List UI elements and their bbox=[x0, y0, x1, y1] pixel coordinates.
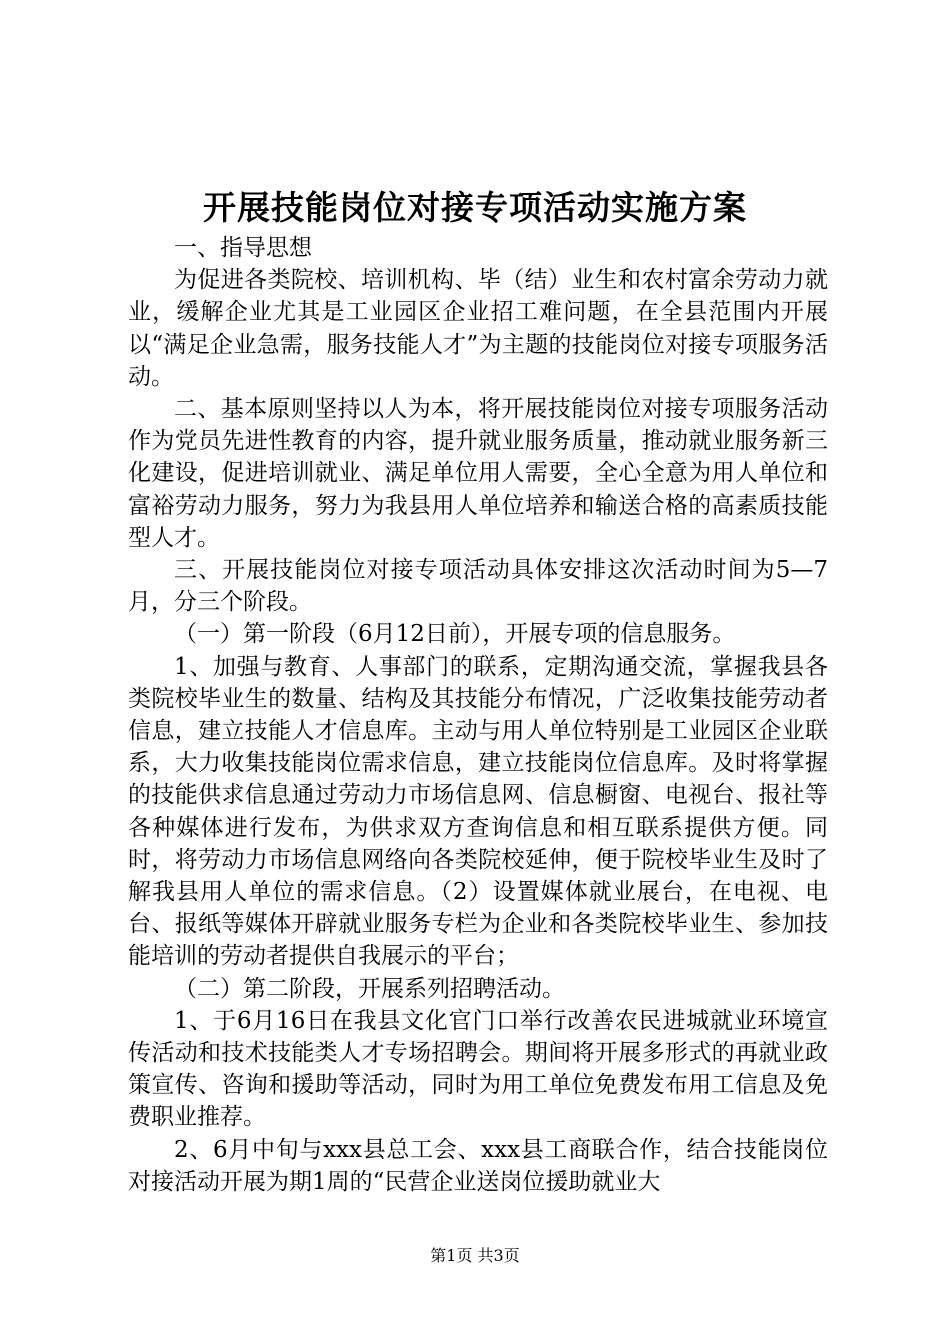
paragraph: 三、开展技能岗位对接专项活动具体安排这次活动时间为5—7月，分三个阶段。 bbox=[128, 557, 828, 616]
paragraph: 2、6月中旬与xxx县总工会、xxx县工商联合作，结合技能岗位对接活动开展为期1周的“民营企业送岗位援助就业大 bbox=[128, 1136, 828, 1195]
section-heading-guiding-thought: 一、指导思想 bbox=[174, 235, 312, 261]
paragraph: 二、基本原则坚持以人为本，将开展技能岗位对接专项服务活动作为党员先进性教育的内容，提升就业服务质量，推动就业服务新三化建设，促进培训就业、满足单位用人需要，全心全意为用人单位和富裕劳动力服务，努力为我县用人单位培养和输送合格的高素质技能型人才。 bbox=[128, 396, 828, 551]
paragraph: 1、于6月16日在我县文化官门口举行改善农民进城就业环境宣传活动和技术技能类人才专场招聘会。期间将开展多形式的再就业政策宣传、咨询和援助等活动，同时为用工单位免费发布用工信息及免费职业推荐。 bbox=[128, 1007, 828, 1131]
document-title: 开展技能岗位对接专项活动实施方案 bbox=[203, 188, 747, 227]
paragraph: （二）第二阶段，开展系列招聘活动。 bbox=[174, 975, 565, 1002]
paragraph: 为促进各类院校、培训机构、毕（结）业生和农村富余劳动力就业，缓解企业尤其是工业园区企业招工难问题，在全县范围内开展以“满足企业急需，服务技能人才”为主题的技能岗位对接专项服务活动。 bbox=[128, 267, 828, 390]
document-body bbox=[128, 232, 828, 1198]
paragraph: 1、加强与教育、人事部门的联系，定期沟通交流，掌握我县各类院校毕业生的数量、结构及其技能分布情况，广泛收集技能劳动者信息，建立技能人才信息库。主动与用人单位特别是工业园区企业联系，大力收集技能岗位需求信息，建立技能岗位信息库。及时将掌握的技能供求信息通过劳动力市场信息网、信息橱窗、电视台、报社等各种媒体进行发布，为供求双方查询信息和相互联系提供方便。同时，将劳动力市场信息网络向各类院校延伸，便于院校毕业生及时了解我县用人单位的需求信息。（2）设置媒体就业展台，在电视、电台、报纸等媒体开辟就业服务专栏为企业和各类院校毕业生、参加技能培训的劳动者提供自我展示的平台； bbox=[128, 653, 828, 970]
paragraph: （一）第一阶段（6月12日前），开展专项的信息服务。 bbox=[174, 621, 736, 648]
page-number-footer: 第1页 共3页 bbox=[430, 1246, 520, 1265]
